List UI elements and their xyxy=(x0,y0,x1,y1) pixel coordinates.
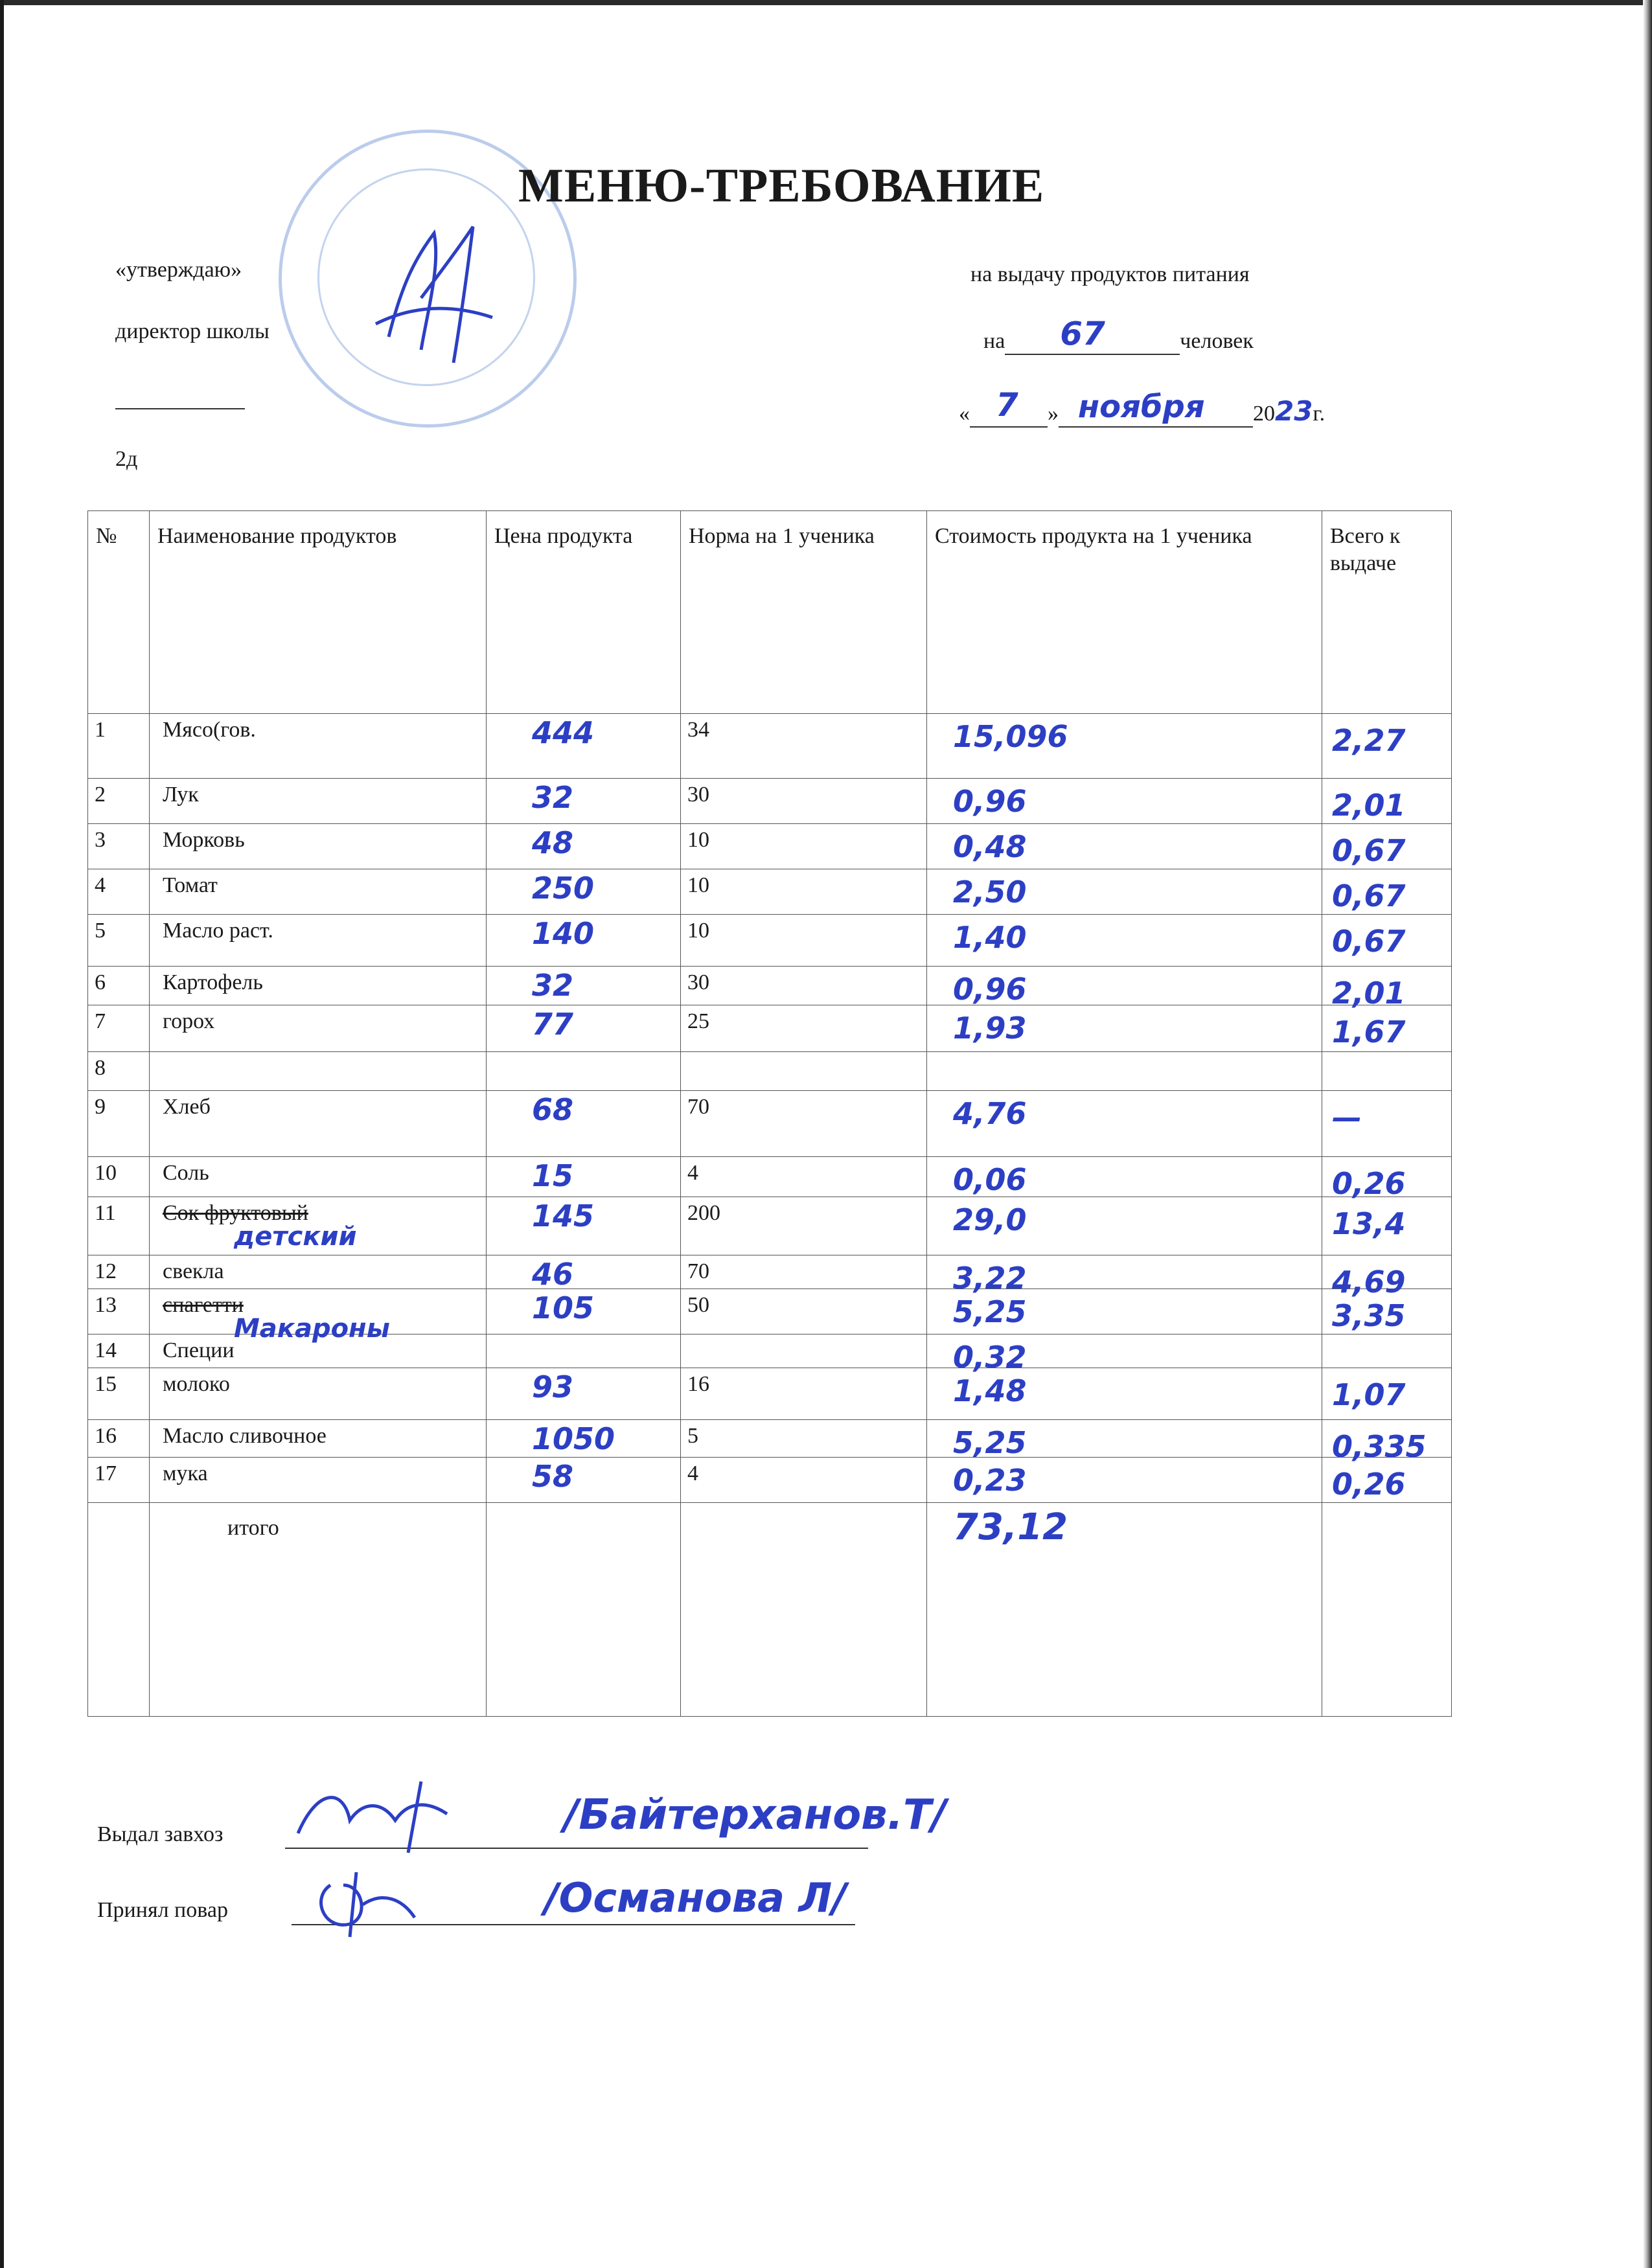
product-total: 2,27 xyxy=(1332,723,1406,758)
menu-table xyxy=(87,510,1452,1717)
row-number: 4 xyxy=(95,873,106,897)
table-row xyxy=(88,1052,1452,1091)
col-name: Наименование продуктов xyxy=(150,511,487,714)
director-label: директор школы xyxy=(115,319,270,343)
product-name: Морковь xyxy=(163,828,245,852)
product-norm: 50 xyxy=(687,1293,709,1317)
date-day: 7 xyxy=(996,386,1018,424)
row-number: 17 xyxy=(95,1461,117,1485)
row-number: 8 xyxy=(95,1056,106,1080)
table-row xyxy=(88,1420,1452,1458)
col-no: № xyxy=(88,511,150,714)
date-year: 23 xyxy=(1275,395,1313,427)
row-number: 11 xyxy=(95,1201,116,1225)
product-cost: 1,40 xyxy=(953,920,1027,955)
product-price: 15 xyxy=(532,1158,574,1193)
product-norm: 10 xyxy=(687,873,709,897)
product-price: 444 xyxy=(532,715,595,750)
product-norm: 10 xyxy=(687,828,709,852)
row-number: 15 xyxy=(95,1372,117,1396)
product-cost: 0,96 xyxy=(953,972,1027,1007)
total-value: 73,12 xyxy=(953,1506,1068,1548)
product-name-note: детский xyxy=(234,1222,357,1252)
table-row xyxy=(88,1197,1452,1255)
product-total: 13,4 xyxy=(1332,1206,1406,1241)
product-name: Соль xyxy=(163,1161,209,1185)
row-number: 14 xyxy=(95,1338,117,1362)
issued-signature xyxy=(292,1775,460,1859)
date-month: ноября xyxy=(1078,389,1205,425)
table-row xyxy=(88,824,1452,869)
table-row xyxy=(88,967,1452,1005)
product-name: горох xyxy=(163,1009,215,1033)
row-number: 12 xyxy=(95,1259,117,1283)
product-norm: 34 xyxy=(687,718,709,742)
product-price: 46 xyxy=(532,1257,574,1292)
product-cost: 29,0 xyxy=(953,1202,1027,1237)
col-cost: Стоимость продукта на 1 ученика xyxy=(927,511,1322,714)
product-norm: 16 xyxy=(687,1372,709,1396)
product-price: 68 xyxy=(532,1092,574,1127)
product-price: 140 xyxy=(532,916,595,951)
product-price: 48 xyxy=(532,825,574,860)
table-row xyxy=(88,1334,1452,1368)
product-total: 0,67 xyxy=(1332,833,1406,868)
product-name: Хлеб xyxy=(163,1095,211,1119)
product-norm: 70 xyxy=(687,1259,709,1283)
product-name: Масло раст. xyxy=(163,919,273,943)
product-total: 1,67 xyxy=(1332,1014,1406,1049)
director-signature xyxy=(363,207,505,376)
table-row xyxy=(88,1255,1452,1289)
received-name: /Османова Л/ xyxy=(544,1874,847,1921)
product-name: Масло сливочное xyxy=(163,1424,327,1448)
table-row xyxy=(88,1368,1452,1420)
product-cost: 0,96 xyxy=(953,784,1027,819)
product-cost: 3,22 xyxy=(953,1261,1027,1296)
row-number: 1 xyxy=(95,718,106,742)
product-price: 93 xyxy=(532,1369,574,1404)
product-total: — xyxy=(1332,1100,1362,1135)
product-cost: 15,096 xyxy=(953,719,1068,754)
product-total: 3,35 xyxy=(1332,1298,1406,1333)
product-norm: 5 xyxy=(687,1424,698,1448)
product-cost: 1,93 xyxy=(953,1011,1027,1046)
product-total: 0,26 xyxy=(1332,1467,1406,1502)
table-row xyxy=(88,714,1452,779)
table-row xyxy=(88,1157,1452,1197)
product-name: Сок фруктовый xyxy=(163,1201,308,1225)
product-name: свекла xyxy=(163,1259,224,1283)
product-cost: 0,06 xyxy=(953,1162,1027,1197)
product-name: Специи xyxy=(163,1338,235,1362)
product-norm: 25 xyxy=(687,1009,709,1033)
row-number: 2 xyxy=(95,783,106,807)
received-signature xyxy=(311,1859,428,1943)
day-label: 2д xyxy=(115,447,138,471)
product-norm: 30 xyxy=(687,783,709,807)
product-norm: 4 xyxy=(687,1161,698,1185)
product-norm: 70 xyxy=(687,1095,709,1119)
col-norm: Норма на 1 ученика xyxy=(681,511,927,714)
table-row xyxy=(88,1005,1452,1052)
scan-edge xyxy=(0,0,1652,5)
product-total: 2,01 xyxy=(1332,788,1406,823)
product-cost: 0,48 xyxy=(953,829,1027,864)
product-price: 58 xyxy=(532,1459,574,1494)
issued-label: Выдал завхоз xyxy=(97,1822,224,1846)
product-price: 1050 xyxy=(532,1421,615,1456)
row-number: 5 xyxy=(95,919,106,943)
row-number: 13 xyxy=(95,1293,117,1317)
table-row xyxy=(88,1091,1452,1157)
product-price: 105 xyxy=(532,1290,595,1325)
product-norm: 4 xyxy=(687,1461,698,1485)
product-total: 0,26 xyxy=(1332,1166,1406,1201)
product-cost: 4,76 xyxy=(953,1096,1027,1131)
product-total: 0,67 xyxy=(1332,924,1406,959)
product-total: 4,69 xyxy=(1332,1265,1406,1300)
page-title: МЕНЮ-ТРЕБОВАНИЕ xyxy=(518,159,1045,212)
product-name-note: Макароны xyxy=(234,1314,390,1344)
scan-edge xyxy=(1643,0,1652,2268)
col-price: Цена продукта xyxy=(487,511,681,714)
col-total: Всего к выдаче xyxy=(1322,511,1452,714)
product-cost: 1,48 xyxy=(953,1373,1027,1408)
approve-label: «утверждаю» xyxy=(115,258,242,282)
product-name: Картофель xyxy=(163,970,263,994)
row-number: 9 xyxy=(95,1095,106,1119)
received-label: Принял повар xyxy=(97,1898,228,1922)
product-price: 145 xyxy=(532,1198,595,1233)
persons-line: на 67 человек xyxy=(983,329,1254,355)
product-cost: 5,25 xyxy=(953,1294,1027,1329)
product-total: 0,335 xyxy=(1332,1429,1427,1464)
product-name: спагетти xyxy=(163,1293,244,1317)
table-row xyxy=(88,1289,1452,1334)
product-total: 1,07 xyxy=(1332,1377,1406,1412)
product-cost: 0,23 xyxy=(953,1463,1027,1498)
product-name: мука xyxy=(163,1461,208,1485)
product-total: 2,01 xyxy=(1332,976,1406,1011)
director-sign-line xyxy=(115,408,245,409)
product-name: Мясо(гов. xyxy=(163,718,256,742)
date-line: « 7 » ноября 2023г. xyxy=(959,386,1325,427)
product-price: 77 xyxy=(532,1007,574,1042)
table-row xyxy=(88,915,1452,967)
row-number: 3 xyxy=(95,828,106,852)
table-total-row xyxy=(88,1503,1452,1717)
total-label: итого xyxy=(227,1516,279,1540)
table-row xyxy=(88,779,1452,824)
row-number: 16 xyxy=(95,1424,117,1448)
persons-count: 67 xyxy=(1060,315,1105,352)
table-header-row xyxy=(88,511,1452,714)
product-name: Лук xyxy=(163,783,199,807)
product-price: 250 xyxy=(532,871,595,906)
issue-text: на выдачу продуктов питания xyxy=(970,262,1250,286)
product-price: 32 xyxy=(532,780,574,815)
table-row xyxy=(88,1458,1452,1503)
product-cost: 5,25 xyxy=(953,1425,1027,1460)
product-name: Томат xyxy=(163,873,218,897)
product-total: 0,67 xyxy=(1332,878,1406,913)
table-row xyxy=(88,869,1452,915)
product-name: молоко xyxy=(163,1372,230,1396)
product-norm: 10 xyxy=(687,919,709,943)
product-norm: 200 xyxy=(687,1201,720,1225)
product-price: 32 xyxy=(532,968,574,1003)
row-number: 6 xyxy=(95,970,106,994)
row-number: 10 xyxy=(95,1161,117,1185)
scan-edge xyxy=(0,0,4,2268)
product-norm: 30 xyxy=(687,970,709,994)
issued-name: /Байтерханов.Т/ xyxy=(564,1791,946,1839)
product-cost: 2,50 xyxy=(953,875,1027,910)
row-number: 7 xyxy=(95,1009,106,1033)
product-cost: 0,32 xyxy=(953,1340,1027,1375)
